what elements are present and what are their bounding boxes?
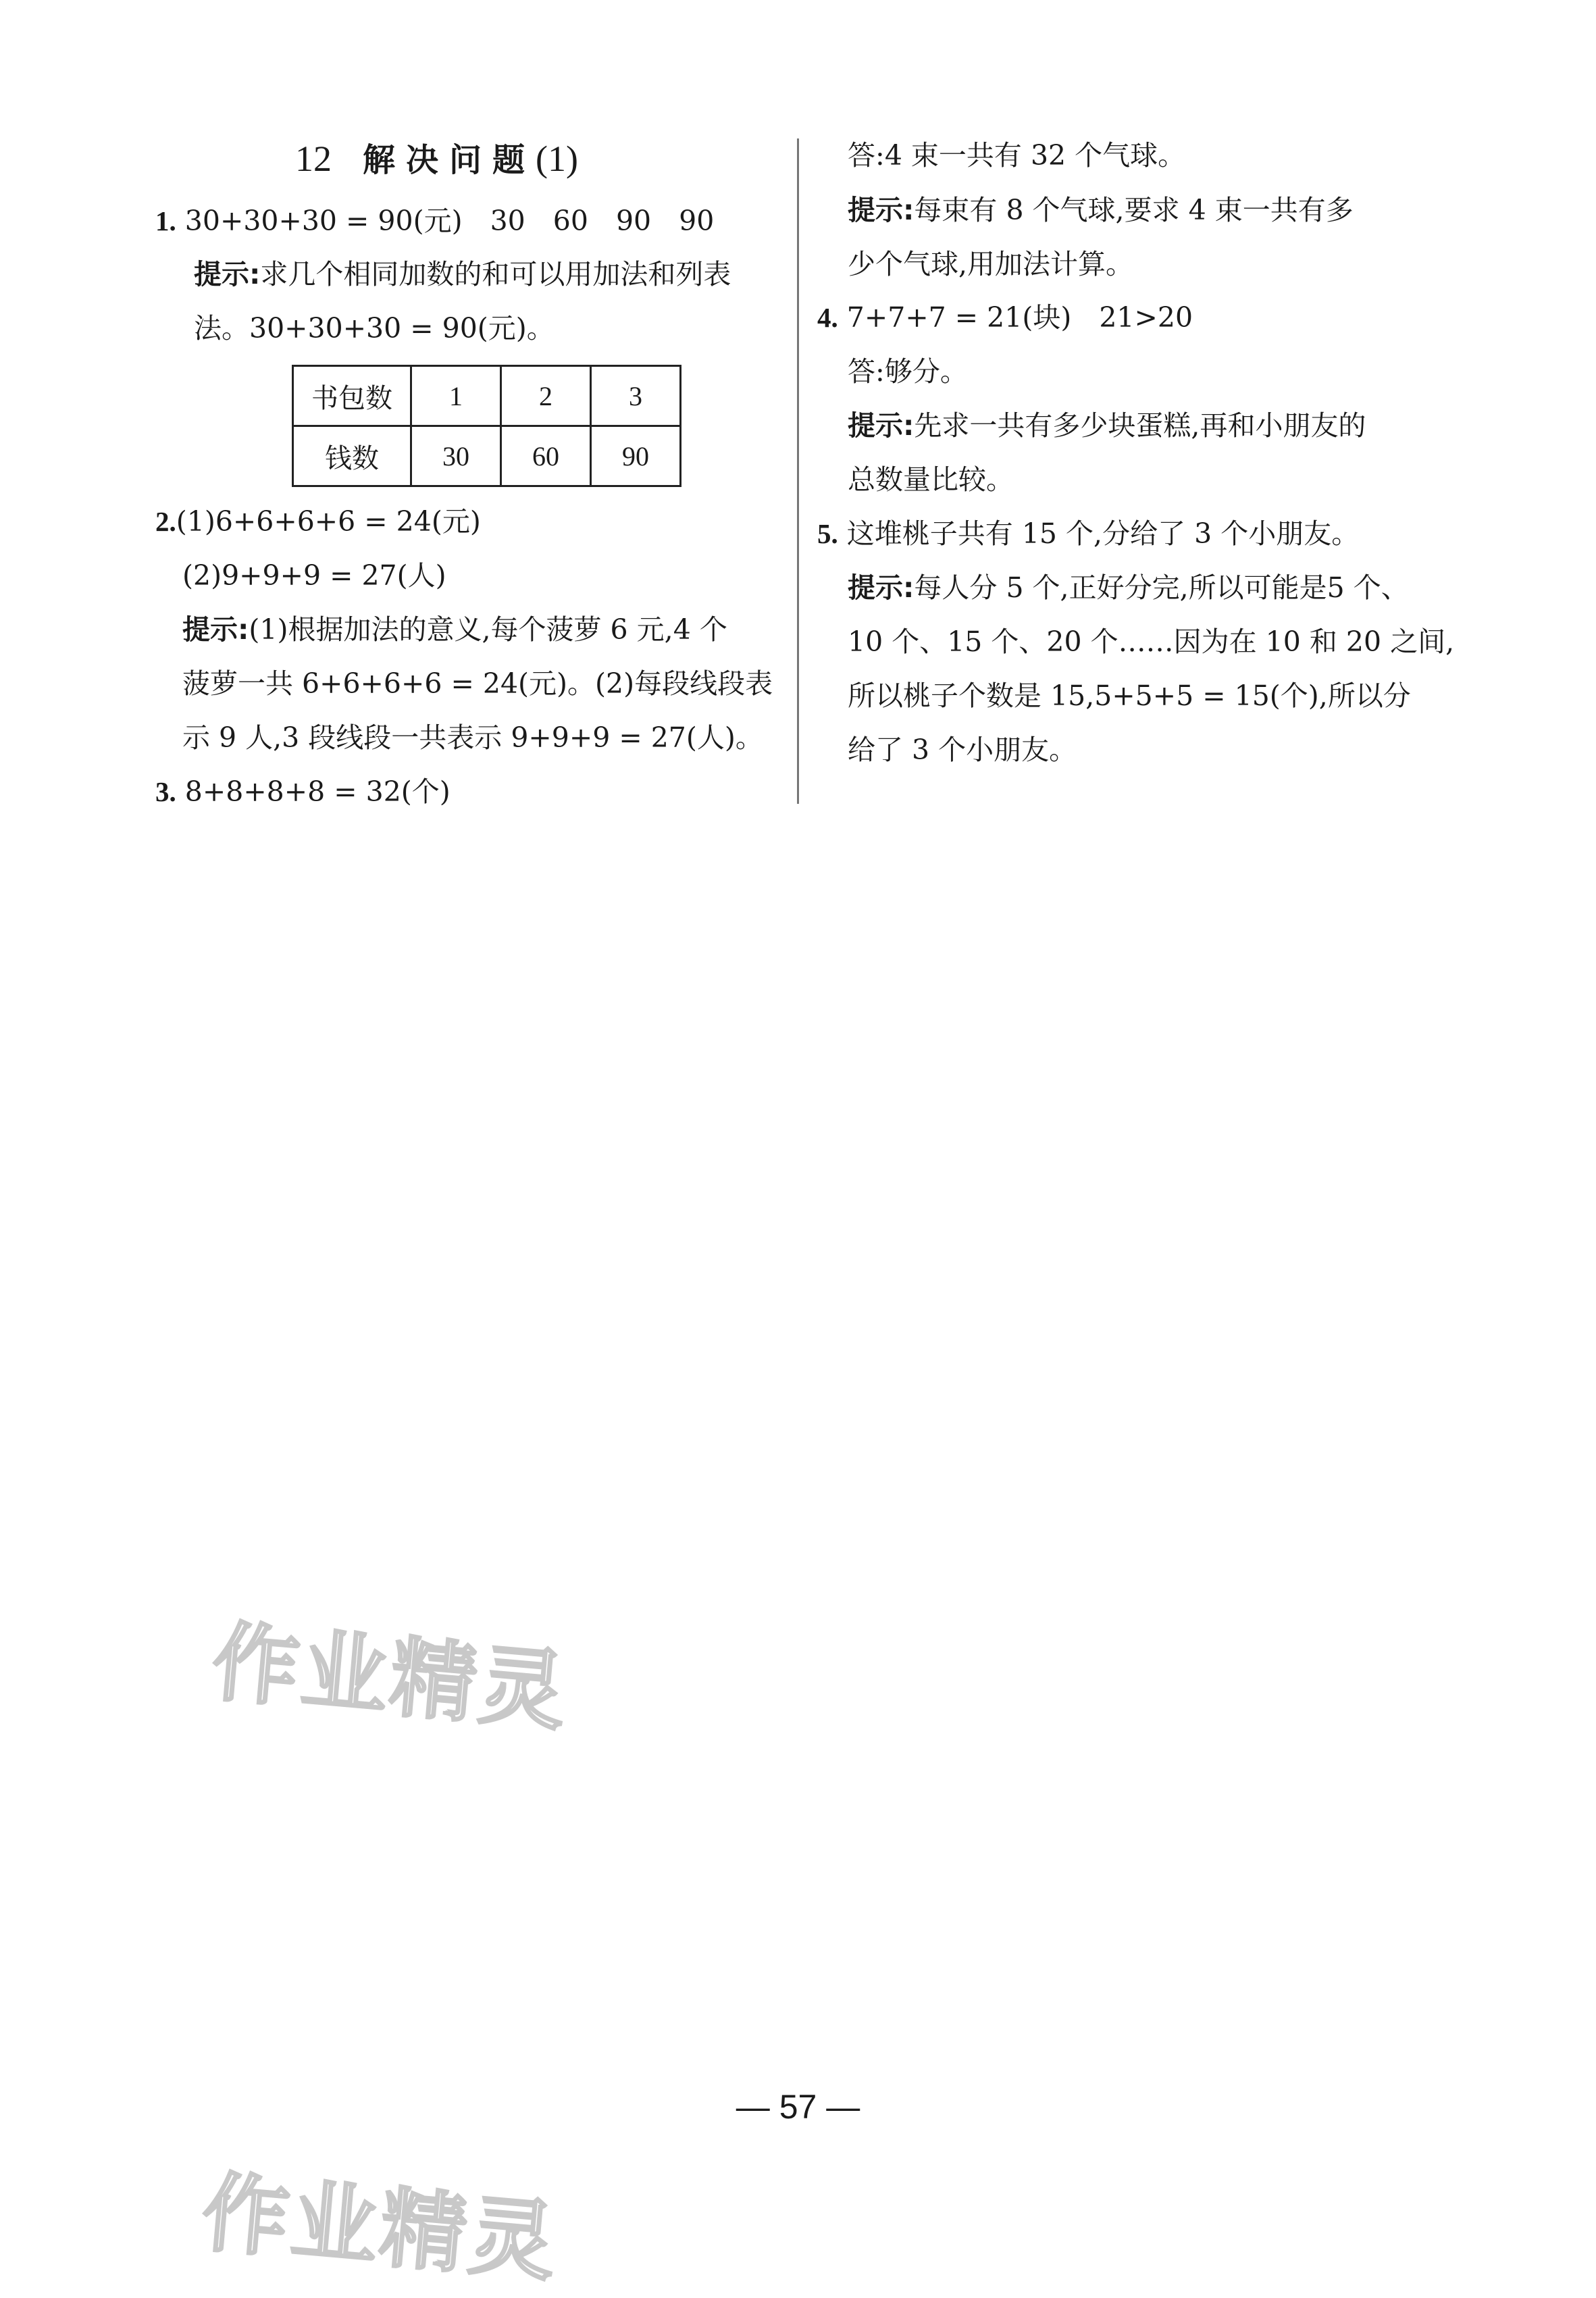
- q2-hint-line-1: [182, 613, 727, 646]
- table-row: [293, 366, 681, 426]
- q2-hint-line-3: 示 9 人,3 段线段一共表示 9+9+9 = 27(人)。: [182, 721, 763, 754]
- q1-hint-line-1: [194, 258, 731, 290]
- section-number: 12: [295, 138, 332, 179]
- q2-hint-label: 提示:: [182, 613, 249, 646]
- q5-answer-line: [817, 517, 1360, 550]
- q3-number: 3.: [155, 776, 176, 807]
- table-cell: 1: [411, 366, 501, 426]
- q3-hint-line-2: 少个气球,用加法计算。: [848, 248, 1134, 280]
- q4-answer: 7+7+7 = 21(块) 21>20: [846, 301, 1193, 334]
- table-row: [293, 426, 681, 486]
- q5-hint-line-2: 10 个、15 个、20 个……因为在 10 和 20 之间,: [848, 625, 1455, 658]
- q5-number: 5.: [817, 518, 838, 549]
- section-title-text: 解决问题: [363, 141, 536, 179]
- watermark-logo-bottom: 作业精灵: [198, 2162, 563, 2294]
- table-cell: 3: [591, 366, 681, 426]
- q3-hint-1: 每束有 8 个气球,要求 4 束一共有多: [914, 194, 1354, 226]
- q4-hint-line-1: [848, 409, 1366, 442]
- q2-answer-line-1: [155, 505, 481, 538]
- q1-answer-line: [155, 207, 714, 235]
- table-row-head: 钱数: [293, 426, 411, 486]
- q5-hint-line-4: 给了 3 个小朋友。: [848, 734, 1077, 766]
- q4-answer-line: [817, 301, 1193, 334]
- q1-hint-1: 求几个相同加数的和可以用加法和列表: [260, 258, 731, 290]
- table-cell: 2: [501, 366, 591, 426]
- section-title-paren: (1): [536, 138, 578, 179]
- q5-hint-line-3: 所以桃子个数是 15,5+5+5 = 15(个),所以分: [848, 680, 1411, 712]
- q1-answer: 30+30+30 = 90(元) 30 60 90 90: [184, 205, 715, 237]
- q5-hint-label: 提示:: [848, 571, 915, 604]
- q4-hint-label: 提示:: [848, 409, 915, 442]
- section-title: [295, 138, 578, 179]
- q4-number: 4.: [817, 302, 838, 333]
- table-row-head: 书包数: [293, 366, 411, 426]
- q3-answer-line: [155, 775, 451, 808]
- q2-answer-1: (1)6+6+6+6 = 24(元): [176, 505, 481, 538]
- q1-table: [292, 365, 681, 487]
- q5-answer: 这堆桃子共有 15 个,分给了 3 个小朋友。: [846, 517, 1360, 550]
- q3-hint-label: 提示:: [848, 194, 915, 226]
- q2-answer-2: (2)9+9+9 = 27(人): [182, 559, 446, 592]
- table-cell: 60: [501, 426, 591, 486]
- q2-hint-line-2: 菠萝一共 6+6+6+6 = 24(元)。(2)每段线段表: [182, 667, 773, 700]
- q4-hint-line-2: 总数量比较。: [848, 463, 1014, 496]
- page-number: — 57 —: [736, 2088, 860, 2126]
- q3-reply: 答:4 束一共有 32 个气球。: [848, 139, 1186, 172]
- q1-number: 1.: [155, 205, 176, 236]
- q3-answer: 8+8+8+8 = 32(个): [184, 775, 451, 808]
- q4-reply: 答:够分。: [848, 355, 968, 388]
- q2-hint-1: (1)根据加法的意义,每个菠萝 6 元,4 个: [249, 613, 727, 646]
- q4-hint-1: 先求一共有多少块蛋糕,再和小朋友的: [914, 409, 1366, 442]
- column-divider: [797, 138, 799, 804]
- q5-hint-1: 每人分 5 个,正好分完,所以可能是5 个、: [914, 571, 1409, 604]
- watermark-logo: 作业精灵: [208, 1612, 573, 1743]
- q5-hint-line-1: [848, 571, 1409, 604]
- table-cell: 30: [411, 426, 501, 486]
- q1-hint-label: 提示:: [194, 258, 261, 290]
- q3-hint-line-1: [848, 194, 1354, 226]
- q2-number: 2.: [155, 506, 176, 537]
- q1-hint-line-2: 法。30+30+30 = 90(元)。: [194, 312, 555, 344]
- table-cell: 90: [591, 426, 681, 486]
